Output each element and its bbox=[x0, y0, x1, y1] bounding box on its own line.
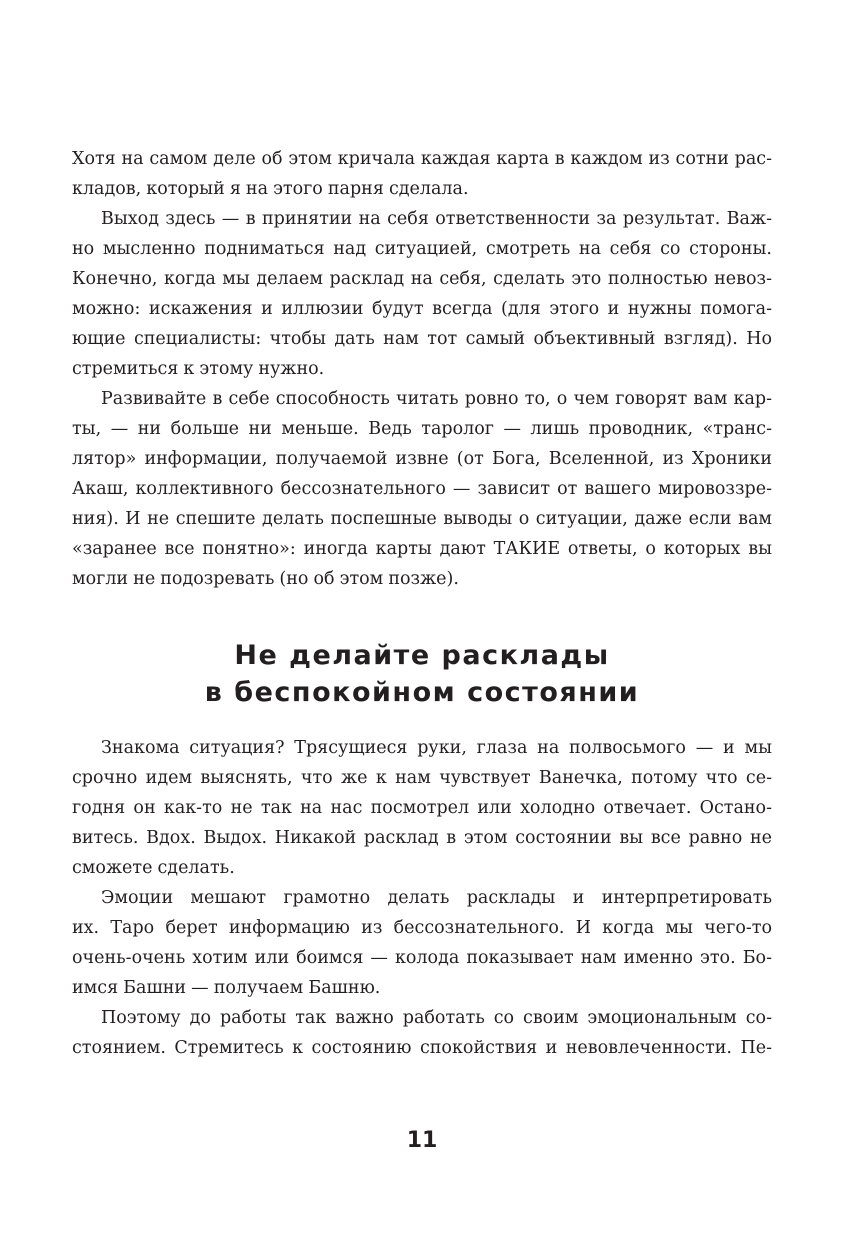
body-text-line: годня он как-то не так на нас посмотрел или холодно отвечает. Остано- bbox=[72, 798, 772, 818]
body-text-line: Знакома ситуация? Трясущиеся руки, глаза на полвосьмого — и мы bbox=[101, 738, 772, 758]
body-text-line: стоянием. Стремитесь к состоянию спокойствия и невовлеченности. Пе- bbox=[72, 1038, 772, 1058]
body-text-line: имся Башни — получаем Башню. bbox=[72, 978, 381, 998]
body-text-line: Хотя на самом деле об этом кричала каждая карта в каждом из сотни рас- bbox=[72, 149, 772, 169]
body-text-line: Поэтому до работы так важно работать со своим эмоциональным со- bbox=[101, 1008, 772, 1028]
body-text-line: Выход здесь — в принятии на себя ответственности за результат. Важ- bbox=[101, 209, 772, 229]
body-text-line: кладов, который я на этого парня сделала. bbox=[72, 179, 469, 199]
body-text-line: стремиться к этому нужно. bbox=[72, 359, 325, 379]
body-text-line: ты, — ни больше ни меньше. Ведь таролог — лишь проводник, «транс- bbox=[72, 419, 772, 439]
body-text-line: ющие специалисты: чтобы дать нам тот самый объективный взгляд). Но bbox=[72, 329, 772, 349]
body-text-line: Конечно, когда мы делаем расклад на себя, сделать это полностью невоз- bbox=[72, 269, 772, 289]
body-text-line: «заранее все понятно»: иногда карты дают ТАКИЕ ответы, о которых вы bbox=[72, 539, 772, 559]
body-text-line: Акаш, коллективного бессознательного — зависит от вашего мировоззре- bbox=[72, 479, 772, 499]
body-text-line: можно: искажения и иллюзии будут всегда (для этого и нужны помога- bbox=[72, 299, 772, 319]
body-text-line: Эмоции мешают грамотно делать расклады и интерпретировать bbox=[101, 888, 772, 908]
section-heading-line-1: Не делайте расклады bbox=[234, 640, 610, 671]
body-text-line: сможете сделать. bbox=[72, 858, 235, 878]
body-text-line: но мысленно подниматься над ситуацией, смотреть на себя со стороны. bbox=[72, 239, 772, 259]
body-text-line: лятор» информации, получаемой извне (от Бога, Вселенной, из Хроники bbox=[72, 449, 772, 469]
body-text-line: могли не подозревать (но об этом позже). bbox=[72, 569, 459, 589]
body-text-line: срочно идем выяснять, что же к нам чувствует Ванечка, потому что се- bbox=[72, 768, 772, 788]
section-heading-line-2: в беспокойном состоянии bbox=[204, 677, 640, 708]
body-text-line: их. Таро берет информацию из бессознательного. И когда мы чего-то bbox=[72, 918, 772, 938]
body-text-line: витесь. Вдох. Выдох. Никакой расклад в этом состоянии вы все равно не bbox=[72, 828, 772, 848]
body-text-line: очень-очень хотим или боимся — колода показывает нам именно это. Бо- bbox=[72, 948, 772, 968]
body-text-line: Развивайте в себе способность читать ровно то, о чем говорят вам кар- bbox=[101, 389, 772, 409]
body-text-line: ния). И не спешите делать поспешные выводы о ситуации, даже если вам bbox=[72, 509, 772, 529]
page-number: 11 bbox=[406, 1128, 438, 1153]
